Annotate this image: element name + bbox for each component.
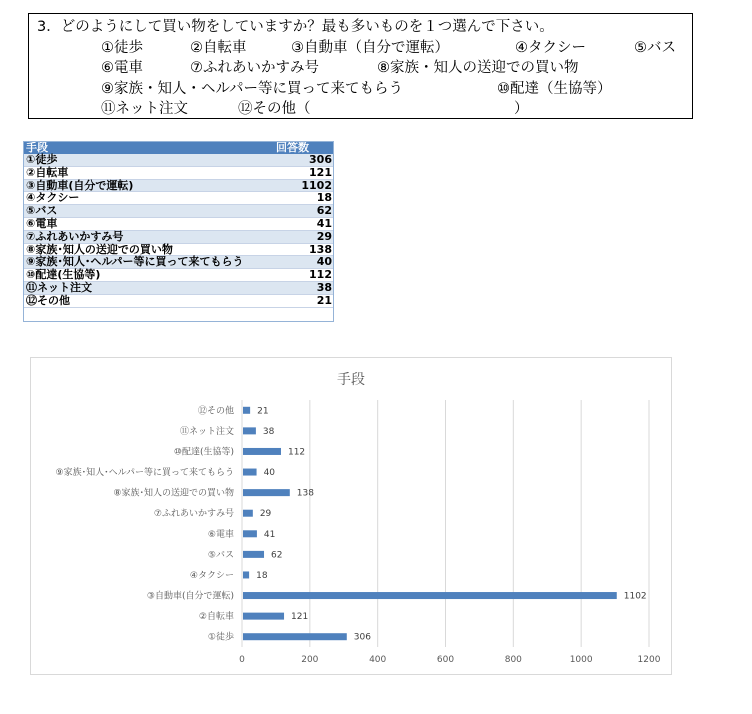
row-label: ⑦ふれあいかすみ号 [24,230,274,243]
bar [243,571,249,578]
data-label: 138 [296,488,314,499]
option-4: ④タクシー [515,39,586,56]
row-label: ⑧家族･知人の送迎での買い物 [24,243,274,256]
question-line-4 [29,79,692,100]
row-label: ③自動車(自分で運転) [24,179,274,192]
data-table [24,142,334,308]
header-count: 回答数 [274,142,334,154]
category-label: ⑥電車 [207,529,234,540]
row-value: 138 [274,243,334,256]
x-tick-label: 200 [301,655,319,665]
table-header-row [24,142,334,154]
table-row [24,294,334,307]
question-line-3 [29,58,692,79]
x-tick-label: 600 [436,655,455,665]
table-row [24,205,334,218]
x-tick-label: 400 [369,655,387,665]
row-value: 41 [274,217,334,230]
bar-chart [31,358,671,674]
data-label: 112 [287,447,306,458]
bar [243,633,347,640]
data-label: 21 [257,406,269,417]
row-value: 62 [274,205,334,218]
row-value: 38 [274,281,334,294]
data-label: 18 [256,570,268,581]
row-value: 18 [274,192,334,205]
option-7: ⑦ふれあいかすみ号 [190,60,319,76]
table-row [24,281,334,294]
bar [243,530,257,537]
bar-layer [243,407,617,640]
option-8: ⑧家族・知人の送迎での買い物 [377,60,579,76]
option-12: ⑫その他（ [238,101,311,117]
bar [243,448,281,455]
category-label: ⑫その他 [197,406,234,417]
category-label: ⑨家族･知人･ヘルパー等に買って来てもらう [55,468,234,479]
bar [243,551,264,558]
option-2: ②自転車 [190,39,247,56]
bar [243,592,617,599]
x-tick-label: 800 [504,655,522,665]
question-line-5 [29,99,692,120]
bar [243,489,290,496]
option-9: ⑨家族・知人・ヘルパー等に買って来てもらう [101,80,403,97]
data-label: 62 [271,550,283,561]
row-value: 40 [274,256,334,269]
category-label: ④タクシー [189,570,234,581]
table-row [24,243,334,256]
row-value: 21 [274,294,334,307]
option-3: ③自動車（自分で運転） [291,39,449,56]
row-value: 1102 [274,179,334,192]
bar [243,613,284,620]
chart-frame [30,357,672,675]
row-label: ⑪ネット注文 [24,281,274,294]
row-label: ⑤バス [24,205,274,218]
question-line-1 [29,17,692,38]
row-label: ⑫その他 [24,294,274,307]
data-label: 1102 [623,591,647,602]
category-label: ②自転車 [198,612,234,623]
row-label: ⑥電車 [24,217,274,230]
data-label: 41 [263,529,276,540]
row-label: ⑨家族･知人･ヘルパー等に買って来てもらう [24,256,274,269]
table-row [24,154,334,166]
row-label: ④タクシー [24,192,274,205]
question-line-2 [29,38,692,59]
category-label: ⑤バス [207,550,234,561]
row-value: 306 [274,154,334,166]
table-row [24,256,334,269]
table-row [24,166,334,179]
data-label: 306 [353,632,371,643]
category-label: ①徒歩 [207,632,234,643]
option-6: ⑥電車 [101,60,143,76]
row-value: 121 [274,166,334,179]
bar [243,469,257,476]
bar [243,427,256,434]
row-value: 112 [274,269,334,282]
x-tick-label: 0 [239,655,245,665]
question-box [28,13,693,119]
option-11: ⑪ネット注文 [101,101,188,117]
data-label: 38 [262,426,275,437]
table-row [24,192,334,205]
row-label: ⑩配達(生協等) [24,269,274,282]
data-label: 40 [263,468,276,479]
category-label: ③自動車(自分で運転) [146,591,234,602]
question-title: 3．どのようにして買い物をしていますか？最も多いものを１つ選んで下さい。 [37,19,554,35]
option-10: ⑩配達（生協等） [497,80,612,97]
category-label: ⑧家族･知人の送迎での買い物 [113,488,234,499]
row-value: 29 [274,230,334,243]
table-row [24,179,334,192]
bar [243,510,253,517]
table-row [24,230,334,243]
x-tick-label: 1000 [569,655,593,665]
option-12-close: ） [514,101,529,117]
grid-layer [242,400,649,647]
bar [243,407,250,414]
row-label: ①徒歩 [24,154,274,166]
label-layer [56,404,661,665]
option-5: ⑤バス [634,39,676,56]
x-tick-label: 1200 [637,655,661,665]
header-method: 手段 [24,142,274,154]
data-label: 29 [259,509,272,520]
category-label: ⑦ふれあいかすみ号 [153,509,234,520]
row-label: ②自転車 [24,166,274,179]
category-label: ⑪ネット注文 [179,426,234,437]
chart-title: 手段 [337,372,365,388]
data-label: 121 [291,612,309,623]
table-row [24,269,334,282]
table-row [24,217,334,230]
option-1: ①徒歩 [101,39,143,56]
category-label: ⑩配達(生協等) [173,447,234,458]
